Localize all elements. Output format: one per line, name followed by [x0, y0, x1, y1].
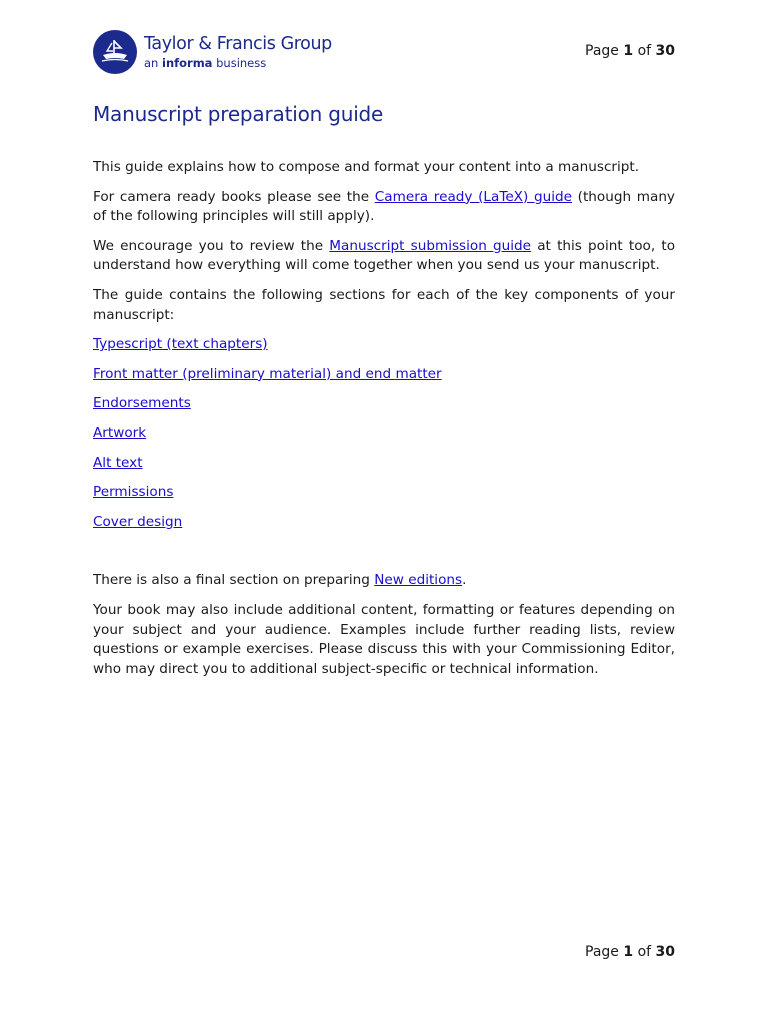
section-link-cover-design[interactable]: Cover design: [93, 513, 183, 530]
section-link-permissions[interactable]: Permissions: [93, 484, 174, 501]
text-span: For camera ready books please see the: [93, 188, 375, 205]
text-span: (though many of the following principles will still apply).: [93, 188, 675, 225]
header-page-number: [585, 43, 675, 59]
text-span: .: [462, 572, 467, 589]
page-word: Page: [585, 43, 619, 59]
brand-tagline: [144, 56, 332, 71]
page-current: 1: [623, 43, 634, 59]
publisher-logo: [93, 30, 332, 74]
list-item: [93, 513, 675, 533]
page-of: of: [637, 43, 652, 59]
list-item: [93, 483, 675, 503]
paragraph-additional-content: Your book may also include additional content, formatting or features depending on your subject and your audience. Examples include further reading lists, review questions or example exercises. Please discuss this with your Commissioning Editor, who may direct you to additional subject-specific or technical information.: [93, 601, 675, 677]
logo-text: [144, 34, 332, 71]
paragraph-intro: This guide explains how to compose and format your content into a manuscript.: [93, 159, 640, 175]
list-item: [93, 335, 675, 355]
section-links-list: [93, 335, 675, 532]
text-span: at this point too, to understand how everything will come together when you send us your manuscript.: [93, 237, 676, 274]
page-total: 30: [655, 944, 675, 960]
text-span: There is also a final section on preparing: [93, 572, 375, 589]
page-current: 1: [623, 944, 634, 960]
camera-ready-guide-link[interactable]: Camera ready (LaTeX) guide: [374, 188, 572, 205]
section-link-alt-text[interactable]: Alt text: [93, 454, 143, 471]
page-total: 30: [655, 43, 675, 59]
tagline-suffix: business: [212, 56, 267, 70]
section-link-front-matter[interactable]: Front matter (preliminary material) and end matter: [93, 365, 442, 382]
tagline-prefix: an: [144, 56, 162, 70]
page-of: of: [637, 944, 652, 960]
document-body: [93, 158, 675, 689]
paragraph-sections-intro: The guide contains the following sections for each of the key components of your manuscript:: [93, 286, 675, 323]
brand-name: Taylor & Francis Group: [144, 34, 332, 54]
manuscript-submission-guide-link[interactable]: Manuscript submission guide: [329, 237, 532, 254]
tagline-bold: informa: [162, 56, 213, 70]
list-item: [93, 424, 675, 444]
paragraph-submission: [93, 237, 675, 276]
new-editions-link[interactable]: New editions: [374, 572, 463, 589]
section-link-typescript[interactable]: Typescript (text chapters): [93, 336, 268, 353]
paragraph-new-editions: [93, 571, 675, 591]
section-link-endorsements[interactable]: Endorsements: [93, 395, 191, 412]
text-span: We encourage you to review the: [93, 237, 330, 254]
footer-page-number: [585, 944, 675, 960]
page-word: Page: [585, 944, 619, 960]
page-title: Manuscript preparation guide: [93, 102, 384, 126]
taylor-francis-ship-logo-icon: [93, 30, 137, 74]
section-link-artwork[interactable]: Artwork: [93, 424, 147, 441]
list-item: [93, 394, 675, 414]
list-item: [93, 365, 675, 385]
paragraph-camera-ready: [93, 188, 675, 227]
page-header: [93, 30, 675, 76]
document-page: [93, 0, 675, 1024]
spacer: [93, 542, 675, 571]
list-item: [93, 454, 675, 474]
